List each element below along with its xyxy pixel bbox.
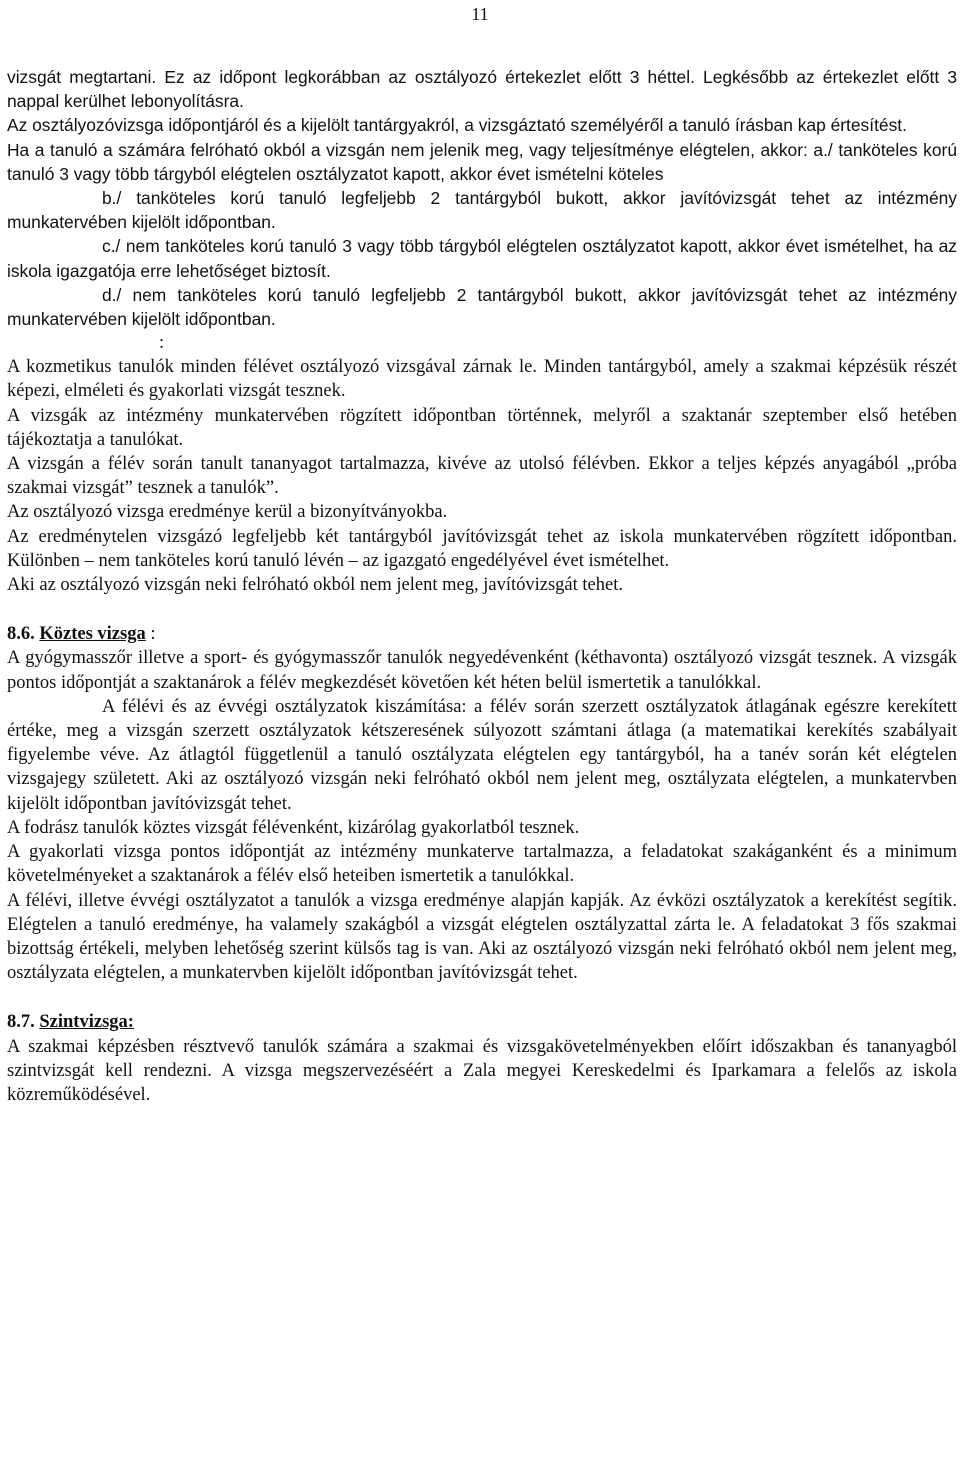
document-body xyxy=(7,65,957,1107)
paragraph: A félévi, illetve évvégi osztályzatot a tanulók a vizsga eredménye alapján kapják. Az évközi osztályzatok a kerekítést segítik. Elégtelen a tanuló eredménye, ha valamely szakágból a vizsgát elégtelen osztályzattal zárta le. A feladatokat 3 fős szakmai bizottság értékeli, melyben lehetőség szerint külsős tag is van. Aki az osztályozó vizsgán neki felróható okból nem jelent meg, osztályzata elégtelen, a munkatervben kijelölt időpontban javítóvizsgát tehet. xyxy=(7,890,957,984)
paragraph: A vizsgán a félév során tanult tananyagot tartalmazza, kivéve az utolsó félévben. Ekkor a teljes képzés anyagából „próba szakmai vizsgát” tesznek a tanulók”. xyxy=(7,454,957,499)
spacer xyxy=(7,985,957,1010)
paragraph: A fodrász tanulók köztes vizsgát félévenként, kizárólag gyakorlatból tesznek. xyxy=(7,817,580,838)
section-number: 8.6. xyxy=(7,624,35,645)
paragraph: Aki az osztályozó vizsgán neki felróható okból nem jelent meg, javítóvizsgát tehet. xyxy=(7,575,623,596)
indented-paragraph: d./ nem tanköteles korú tanuló legfeljebb 2 tantárgyból bukott, akkor javítóvizsgát tehet az intézmény munkatervében kijelölt időpontban. xyxy=(7,284,957,330)
indented-paragraph: A félévi és az évvégi osztályzatok kiszámítása: a félév során szerzett osztályzatok átlagának egészre kerekített értéke, meg a vizsgán szerzett osztályzatok kétszeresének súlyozott számtani átlaga (a matematikai kerekítés szabályait figyelembe véve. Az átlagtól függetlenül a tanuló osztályzata elégtelen egy tantárgyból, ha a tanév során két elégtelen vizsgajegy született. Aki az osztályozó vizsgán neki felróható okból nem jelent meg, osztályzata elégtelen, a munkatervben kijelölt időpontban javítóvizsgát tehet. xyxy=(7,696,957,814)
section-title-suffix: : xyxy=(145,624,156,645)
section-title: Szintvizsga: xyxy=(39,1012,134,1033)
paragraph: vizsgát megtartani. Ez az időpont legkorábban az osztályozó értekezlet előtt 3 héttel. Legkésőbb az értekezlet előtt 3 nappal kerülhet lebonyolításra. xyxy=(7,67,957,112)
paragraph: A gyógymasszőr illetve a sport- és gyógymasszőr tanulók negyedévenként (kéthavonta) osztályozó vizsgát tesznek. A vizsgák pontos időpontját a szaktanárok a félév megkezdését követően két héten belül ismertetik a tanulókkal. xyxy=(7,648,957,693)
paragraph: A szakmai képzésben résztvevő tanulók számára a szakmai és vizsgakövetelményekben előírt időszakban és tananyagból szintvizsgát kell rendezni. A vizsga megszervezéséért a Zala megyei Kereskedelmi és Iparkamara a felelős az iskola közreműködésével. xyxy=(7,1036,957,1105)
paragraph: A vizsgák az intézmény munkatervében rögzített időpontban történnek, melyről a szaktanár szeptember első hetében tájékoztatja a tanulókat. xyxy=(7,405,957,450)
stray-colon: : xyxy=(159,333,165,354)
paragraph: Az osztályozóvizsga időpontjáról és a kijelölt tantárgyakról, a vizsgáztató személyéről a tanuló írásban kap értesítést. xyxy=(7,115,907,136)
paragraph: Az osztályozó vizsga eredménye kerül a bizonyítványokba. xyxy=(7,502,448,523)
spacer xyxy=(7,597,957,622)
paragraph: A gyakorlati vizsga pontos időpontját az intézmény munkaterve tartalmazza, a feladatokat szakáganként és a minimum követelményeket a szaktanárok a félév első heteiben ismertetik a tanulókkal. xyxy=(7,842,957,887)
section-heading xyxy=(7,1010,957,1034)
page-number: 11 xyxy=(471,4,489,24)
indented-paragraph: c./ nem tanköteles korú tanuló 3 vagy több tárgyból elégtelen osztályzatot kapott, akkor évet ismételhet, ha az iskola igazgatója erre lehetőséget biztosít. xyxy=(7,236,957,281)
paragraph: Ha a tanuló a számára felróható okból a vizsgán nem jelenik meg, vagy teljesítménye elégtelen, akkor: a./ tanköteles korú tanuló 3 vagy több tárgyból elégtelen osztályzatot kapott, akkor évet ismételni köteles xyxy=(7,139,957,184)
section-heading xyxy=(7,622,957,646)
indented-paragraph: b./ tanköteles korú tanuló legfeljebb 2 tantárgyból bukott, akkor javítóvizsgát tehet az intézmény munkatervében kijelölt időpontban. xyxy=(7,188,957,233)
paragraph: Az eredménytelen vizsgázó legfeljebb két tantárgyból javítóvizsgát tehet az iskola munkatervében rögzített időpontban. Különben – nem tanköteles korú tanuló lévén – az igazgató engedélyével évet ismételhet. xyxy=(7,526,957,571)
paragraph: A kozmetikus tanulók minden félévet osztályozó vizsgával zárnak le. Minden tantárgyból, amely a szakmai képzésük részét képezi, elméleti és gyakorlati vizsgát tesznek. xyxy=(7,357,957,402)
section-number: 8.7. xyxy=(7,1012,35,1033)
section-title: Köztes vizsga xyxy=(39,624,146,645)
